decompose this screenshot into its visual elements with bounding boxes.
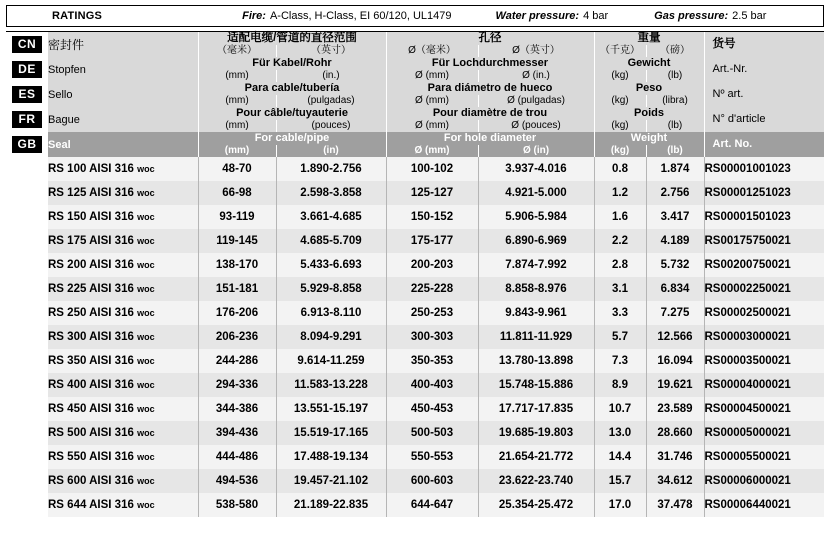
row-gutter (6, 157, 48, 181)
cell-seal-name: RS 225 AISI 316 woc (48, 277, 198, 301)
header-cn-cable-group: 适配电缆/管道的直径范围 (198, 32, 386, 46)
lang-tag-gb (6, 132, 48, 157)
cell-weight-kg: 0.8 (594, 157, 646, 181)
header-de-weight-lb: (lb) (646, 70, 704, 82)
cell-seal-suffix: woc (137, 452, 155, 462)
cell-weight-lb: 23.589 (646, 397, 704, 421)
rating-gas-value: 2.5 bar (732, 10, 767, 22)
cell-weight-kg: 3.3 (594, 301, 646, 325)
cell-seal-suffix: woc (137, 284, 155, 294)
row-label-es-seal: Sello (48, 82, 198, 107)
cell-hole-mm: 175-177 (386, 229, 478, 253)
cell-weight-lb: 5.732 (646, 253, 704, 277)
cell-cable-in: 3.661-4.685 (276, 205, 386, 229)
cell-cable-in: 15.519-17.165 (276, 421, 386, 445)
table-row (6, 229, 824, 253)
cell-seal-name: RS 175 AISI 316 woc (48, 229, 198, 253)
cell-hole-in: 25.354-25.472 (478, 493, 594, 517)
header-de-hole-mm: Ø (mm) (386, 70, 478, 82)
table-row (6, 277, 824, 301)
header-fr-hole-in: Ø (pouces) (478, 120, 594, 132)
row-gutter (6, 229, 48, 253)
cell-weight-kg: 1.2 (594, 181, 646, 205)
header-row-de-group (6, 57, 824, 70)
cell-cable-mm: 394-436 (198, 421, 276, 445)
cell-article-number: RS00175750021 (704, 229, 824, 253)
cell-hole-mm: 350-353 (386, 349, 478, 373)
cell-cable-in: 17.488-19.134 (276, 445, 386, 469)
cell-cable-mm: 176-206 (198, 301, 276, 325)
row-gutter (6, 397, 48, 421)
cell-weight-lb: 2.756 (646, 181, 704, 205)
header-cn-cable-mm: （毫米） (198, 45, 276, 57)
header-cn-hole-group: 孔径 (386, 32, 594, 46)
header-row-cn-group (6, 32, 824, 46)
header-es-hole-in: Ø (pulgadas) (478, 95, 594, 107)
cell-hole-mm: 300-303 (386, 325, 478, 349)
lang-tag-gb-label: GB (12, 136, 42, 153)
cell-hole-mm: 400-403 (386, 373, 478, 397)
header-de-weight-kg: (kg) (594, 70, 646, 82)
header-row-fr-group (6, 107, 824, 120)
header-gb-hole-in: Ø (in) (478, 145, 594, 157)
header-gb-weight-lb: (lb) (646, 145, 704, 157)
cell-hole-mm: 225-228 (386, 277, 478, 301)
lang-tag-fr-label: FR (12, 111, 42, 128)
header-cn-cable-in: （英寸） (276, 45, 386, 57)
cell-cable-in: 6.913-8.110 (276, 301, 386, 325)
header-row-es-group (6, 82, 824, 95)
header-gb-weight-kg: (kg) (594, 145, 646, 157)
cell-weight-lb: 12.566 (646, 325, 704, 349)
row-gutter (6, 493, 48, 517)
cell-weight-kg: 2.8 (594, 253, 646, 277)
header-fr-weight-group: Poids (594, 107, 704, 120)
cell-article-number: RS00006440021 (704, 493, 824, 517)
cell-seal-name: RS 550 AISI 316 woc (48, 445, 198, 469)
cell-cable-mm: 48-70 (198, 157, 276, 181)
header-de-cable-mm: (mm) (198, 70, 276, 82)
header-fr-weight-lb: (lb) (646, 120, 704, 132)
header-gb-weight-group: Weight (594, 132, 704, 145)
header-fr-cable-mm: (mm) (198, 120, 276, 132)
lang-tag-es (6, 82, 48, 107)
cell-weight-lb: 1.874 (646, 157, 704, 181)
cell-hole-in: 17.717-17.835 (478, 397, 594, 421)
header-de-weight-group: Gewicht (594, 57, 704, 70)
row-gutter (6, 349, 48, 373)
cell-hole-in: 8.858-8.976 (478, 277, 594, 301)
header-cn-hole-in: Ø（英寸） (478, 45, 594, 57)
cell-cable-in: 21.189-22.835 (276, 493, 386, 517)
cell-weight-lb: 7.275 (646, 301, 704, 325)
row-gutter (6, 469, 48, 493)
cell-hole-mm: 150-152 (386, 205, 478, 229)
row-label-gb-seal: Seal (48, 132, 198, 157)
rating-gas-key: Gas pressure: (654, 10, 729, 22)
cell-article-number: RS00004500021 (704, 397, 824, 421)
row-gutter (6, 301, 48, 325)
header-de-cable-group: Für Kabel/Rohr (198, 57, 386, 70)
table-row (6, 421, 824, 445)
cell-seal-suffix: woc (137, 428, 155, 438)
cell-article-number: RS00001001023 (704, 157, 824, 181)
header-fr-hole-mm: Ø (mm) (386, 120, 478, 132)
cell-seal-name: RS 300 AISI 316 woc (48, 325, 198, 349)
lang-tag-cn (6, 32, 48, 58)
cell-seal-suffix: woc (137, 236, 155, 246)
row-label-fr-seal: Bague (48, 107, 198, 132)
cell-hole-in: 15.748-15.886 (478, 373, 594, 397)
ratings-bar (6, 5, 824, 27)
header-fr-art: N° d'article (704, 107, 824, 132)
cell-cable-in: 5.433-6.693 (276, 253, 386, 277)
row-gutter (6, 277, 48, 301)
header-fr-cable-in: (pouces) (276, 120, 386, 132)
cell-seal-name: RS 600 AISI 316 woc (48, 469, 198, 493)
cell-hole-in: 7.874-7.992 (478, 253, 594, 277)
rating-fire-key: Fire: (242, 10, 266, 22)
lang-tag-de-label: DE (12, 61, 42, 78)
cell-hole-mm: 250-253 (386, 301, 478, 325)
cell-seal-suffix: woc (137, 212, 155, 222)
row-label-cn-seal: 密封件 (48, 32, 198, 58)
cell-hole-in: 5.906-5.984 (478, 205, 594, 229)
cell-seal-suffix: woc (137, 332, 155, 342)
table-row (6, 349, 824, 373)
cell-cable-in: 9.614-11.259 (276, 349, 386, 373)
header-de-art: Art.-Nr. (704, 57, 824, 82)
cell-weight-kg: 10.7 (594, 397, 646, 421)
row-gutter (6, 421, 48, 445)
table-row (6, 325, 824, 349)
cell-cable-mm: 93-119 (198, 205, 276, 229)
cell-cable-in: 1.890-2.756 (276, 157, 386, 181)
cell-cable-in: 4.685-5.709 (276, 229, 386, 253)
header-row-gb-group (6, 132, 824, 145)
table-row (6, 205, 824, 229)
cell-cable-mm: 206-236 (198, 325, 276, 349)
cell-hole-in: 13.780-13.898 (478, 349, 594, 373)
cell-seal-name: RS 350 AISI 316 woc (48, 349, 198, 373)
cell-weight-kg: 8.9 (594, 373, 646, 397)
header-es-hole-mm: Ø (mm) (386, 95, 478, 107)
cell-hole-in: 9.843-9.961 (478, 301, 594, 325)
cell-weight-kg: 7.3 (594, 349, 646, 373)
cell-article-number: RS00006000021 (704, 469, 824, 493)
cell-weight-kg: 13.0 (594, 421, 646, 445)
row-label-de-seal: Stopfen (48, 57, 198, 82)
table-row (6, 157, 824, 181)
cell-cable-mm: 66-98 (198, 181, 276, 205)
cell-cable-mm: 244-286 (198, 349, 276, 373)
cell-weight-kg: 14.4 (594, 445, 646, 469)
cell-seal-name: RS 450 AISI 316 woc (48, 397, 198, 421)
rating-fire (242, 10, 451, 22)
cell-article-number: RS00001501023 (704, 205, 824, 229)
lang-tag-es-label: ES (12, 86, 42, 103)
rating-water-key: Water pressure: (495, 10, 580, 22)
cell-hole-mm: 100-102 (386, 157, 478, 181)
rating-water-pressure (496, 10, 609, 22)
header-cn-hole-mm: Ø（毫米） (386, 45, 478, 57)
cell-cable-in: 19.457-21.102 (276, 469, 386, 493)
cell-hole-mm: 125-127 (386, 181, 478, 205)
cell-seal-name: RS 400 AISI 316 woc (48, 373, 198, 397)
rating-water-value: 4 bar (583, 10, 609, 22)
header-es-hole-group: Para diámetro de hueco (386, 82, 594, 95)
cell-hole-in: 4.921-5.000 (478, 181, 594, 205)
cell-seal-name: RS 150 AISI 316 woc (48, 205, 198, 229)
table-row (6, 373, 824, 397)
cell-cable-mm: 344-386 (198, 397, 276, 421)
row-gutter (6, 325, 48, 349)
cell-cable-mm: 444-486 (198, 445, 276, 469)
cell-seal-name: RS 644 AISI 316 woc (48, 493, 198, 517)
table-row (6, 253, 824, 277)
row-gutter (6, 253, 48, 277)
cell-article-number: RS00200750021 (704, 253, 824, 277)
cell-seal-suffix: woc (137, 500, 155, 510)
header-gb-hole-group: For hole diameter (386, 132, 594, 145)
cell-seal-name: RS 125 AISI 316 woc (48, 181, 198, 205)
table-row (6, 397, 824, 421)
header-es-weight-kg: (kg) (594, 95, 646, 107)
cell-cable-mm: 151-181 (198, 277, 276, 301)
table-row (6, 469, 824, 493)
cell-hole-in: 3.937-4.016 (478, 157, 594, 181)
header-es-cable-group: Para cable/tubería (198, 82, 386, 95)
cell-cable-mm: 138-170 (198, 253, 276, 277)
cell-weight-kg: 5.7 (594, 325, 646, 349)
header-fr-weight-kg: (kg) (594, 120, 646, 132)
rating-gas-pressure (654, 10, 766, 22)
table-row (6, 445, 824, 469)
cell-article-number: RS00005500021 (704, 445, 824, 469)
cell-hole-mm: 550-553 (386, 445, 478, 469)
cell-hole-in: 11.811-11.929 (478, 325, 594, 349)
row-gutter (6, 445, 48, 469)
cell-seal-name: RS 200 AISI 316 woc (48, 253, 198, 277)
cell-hole-in: 21.654-21.772 (478, 445, 594, 469)
cell-cable-in: 13.551-15.197 (276, 397, 386, 421)
cell-weight-lb: 16.094 (646, 349, 704, 373)
cell-weight-kg: 3.1 (594, 277, 646, 301)
cell-hole-in: 6.890-6.969 (478, 229, 594, 253)
cell-weight-lb: 19.621 (646, 373, 704, 397)
specification-table (6, 31, 824, 517)
cell-article-number: RS00004000021 (704, 373, 824, 397)
header-gb-cable-group: For cable/pipe (198, 132, 386, 145)
header-es-weight-lb: (libra) (646, 95, 704, 107)
cell-hole-mm: 450-453 (386, 397, 478, 421)
header-gb-art: Art. No. (704, 132, 824, 157)
cell-hole-in: 23.622-23.740 (478, 469, 594, 493)
header-de-hole-in: Ø (in.) (478, 70, 594, 82)
cell-hole-mm: 600-603 (386, 469, 478, 493)
cell-hole-mm: 500-503 (386, 421, 478, 445)
ratings-label: RATINGS (52, 10, 103, 22)
cell-hole-in: 19.685-19.803 (478, 421, 594, 445)
cell-seal-suffix: woc (137, 356, 155, 366)
cell-weight-lb: 31.746 (646, 445, 704, 469)
cell-cable-mm: 538-580 (198, 493, 276, 517)
lang-tag-fr (6, 107, 48, 132)
header-gb-hole-mm: Ø (mm) (386, 145, 478, 157)
header-cn-weight-kg: （千克） (594, 45, 646, 57)
cell-weight-lb: 3.417 (646, 205, 704, 229)
row-gutter (6, 181, 48, 205)
cell-weight-lb: 4.189 (646, 229, 704, 253)
cell-seal-suffix: woc (137, 380, 155, 390)
cell-seal-name: RS 250 AISI 316 woc (48, 301, 198, 325)
cell-weight-lb: 34.612 (646, 469, 704, 493)
header-cn-weight-group: 重量 (594, 32, 704, 46)
header-cn-weight-lb: （磅） (646, 45, 704, 57)
header-fr-hole-group: Pour diamètre de trou (386, 107, 594, 120)
header-gb-cable-in: (in) (276, 145, 386, 157)
cell-article-number: RS00003000021 (704, 325, 824, 349)
header-es-weight-group: Peso (594, 82, 704, 95)
cell-seal-suffix: woc (137, 164, 155, 174)
cell-seal-suffix: woc (137, 188, 155, 198)
cell-weight-lb: 37.478 (646, 493, 704, 517)
header-es-cable-mm: (mm) (198, 95, 276, 107)
cell-article-number: RS00005000021 (704, 421, 824, 445)
cell-article-number: RS00002250021 (704, 277, 824, 301)
table-row (6, 493, 824, 517)
lang-tag-de (6, 57, 48, 82)
header-de-hole-group: Für Lochdurchmesser (386, 57, 594, 70)
cell-seal-suffix: woc (137, 308, 155, 318)
rating-fire-value: A-Class, H-Class, EI 60/120, UL1479 (269, 10, 452, 22)
header-de-cable-in: (in.) (276, 70, 386, 82)
cell-weight-kg: 2.2 (594, 229, 646, 253)
header-es-art: Nº art. (704, 82, 824, 107)
table-row (6, 181, 824, 205)
cell-cable-in: 8.094-9.291 (276, 325, 386, 349)
cell-cable-mm: 119-145 (198, 229, 276, 253)
cell-cable-mm: 294-336 (198, 373, 276, 397)
cell-weight-kg: 17.0 (594, 493, 646, 517)
header-fr-cable-group: Pour câble/tuyauterie (198, 107, 386, 120)
cell-cable-in: 11.583-13.228 (276, 373, 386, 397)
cell-hole-mm: 200-203 (386, 253, 478, 277)
row-gutter (6, 205, 48, 229)
cell-seal-name: RS 500 AISI 316 woc (48, 421, 198, 445)
cell-article-number: RS00003500021 (704, 349, 824, 373)
cell-weight-lb: 28.660 (646, 421, 704, 445)
lang-tag-cn-label: CN (12, 36, 42, 53)
cell-cable-mm: 494-536 (198, 469, 276, 493)
table-row (6, 301, 824, 325)
header-cn-art: 货号 (704, 32, 824, 58)
cell-seal-suffix: woc (137, 404, 155, 414)
cell-weight-kg: 1.6 (594, 205, 646, 229)
cell-seal-name: RS 100 AISI 316 woc (48, 157, 198, 181)
cell-seal-suffix: woc (137, 260, 155, 270)
cell-cable-in: 2.598-3.858 (276, 181, 386, 205)
cell-article-number: RS00002500021 (704, 301, 824, 325)
cell-hole-mm: 644-647 (386, 493, 478, 517)
header-es-cable-in: (pulgadas) (276, 95, 386, 107)
row-gutter (6, 373, 48, 397)
cell-article-number: RS00001251023 (704, 181, 824, 205)
cell-seal-suffix: woc (137, 476, 155, 486)
cell-cable-in: 5.929-8.858 (276, 277, 386, 301)
cell-weight-kg: 15.7 (594, 469, 646, 493)
header-gb-cable-mm: (mm) (198, 145, 276, 157)
cell-weight-lb: 6.834 (646, 277, 704, 301)
